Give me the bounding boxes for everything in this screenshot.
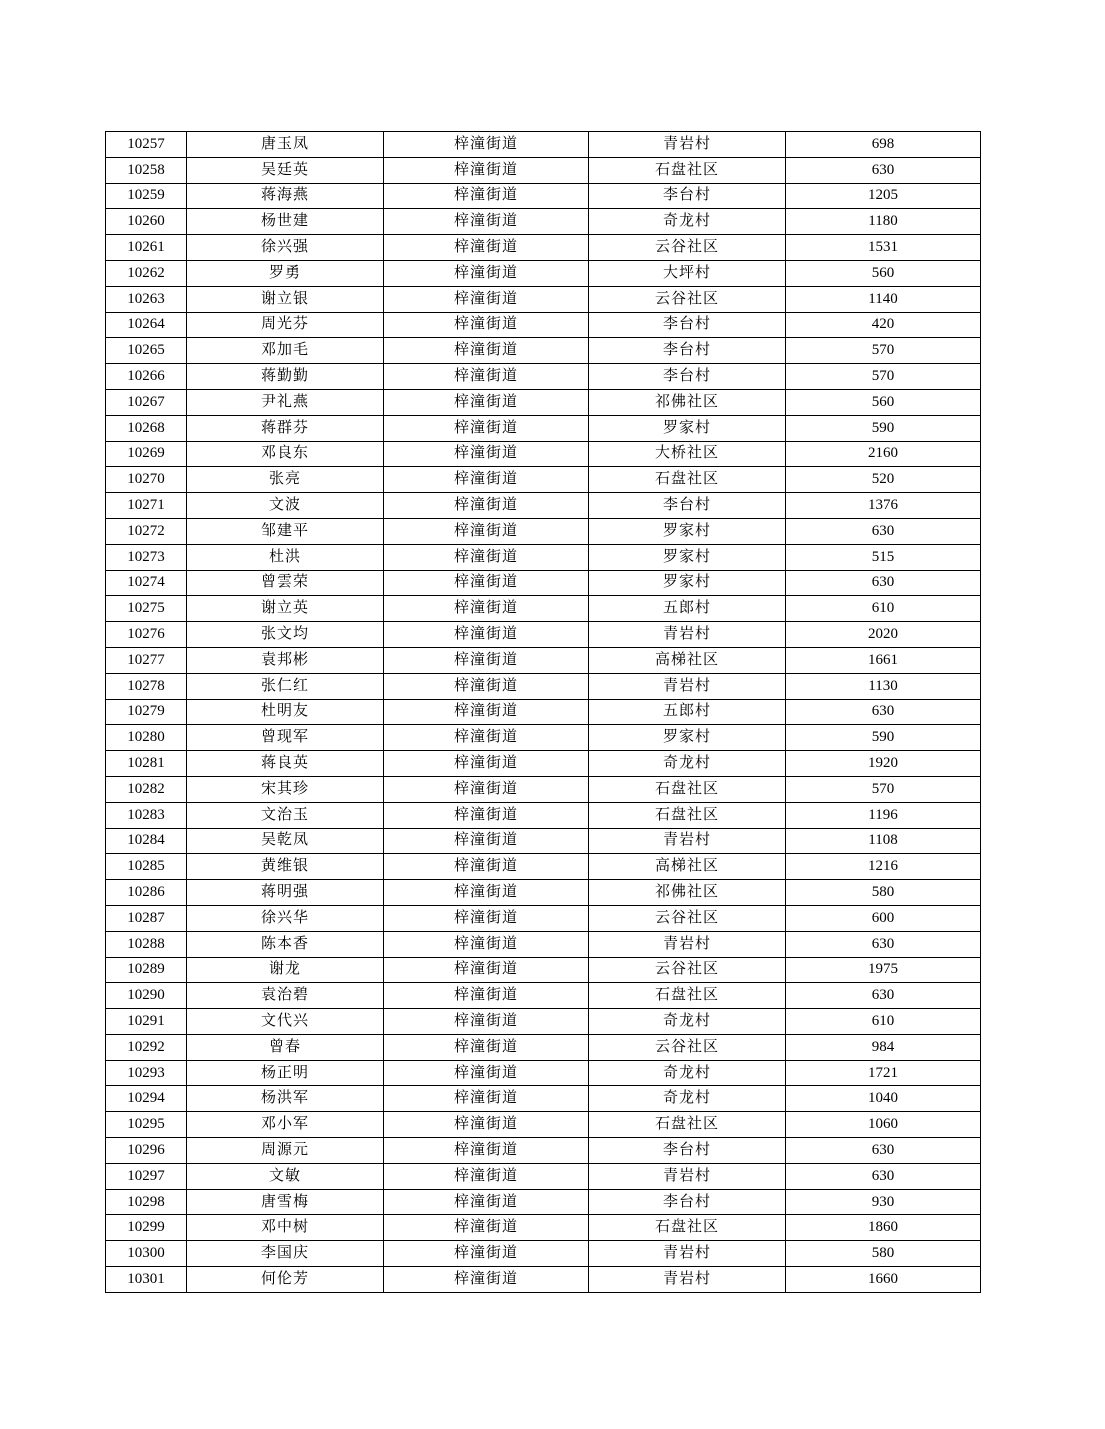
cell-village: 奇龙村 [589, 751, 786, 777]
table-row [106, 1215, 981, 1241]
cell-street: 梓潼街道 [384, 183, 589, 209]
cell-street: 梓潼街道 [384, 1241, 589, 1267]
cell-street: 梓潼街道 [384, 1189, 589, 1215]
cell-amount: 630 [786, 157, 981, 183]
cell-street: 梓潼街道 [384, 957, 589, 983]
cell-village: 奇龙村 [589, 1060, 786, 1086]
cell-id: 10292 [106, 1034, 187, 1060]
cell-name: 尹礼燕 [187, 389, 384, 415]
cell-village: 石盘社区 [589, 802, 786, 828]
cell-name: 唐玉凤 [187, 132, 384, 158]
cell-name: 杨正明 [187, 1060, 384, 1086]
cell-amount: 560 [786, 389, 981, 415]
cell-street: 梓潼街道 [384, 1138, 589, 1164]
cell-id: 10279 [106, 699, 187, 725]
cell-name: 蒋海燕 [187, 183, 384, 209]
cell-amount: 1205 [786, 183, 981, 209]
cell-id: 10263 [106, 286, 187, 312]
cell-village: 大坪村 [589, 260, 786, 286]
cell-amount: 1108 [786, 828, 981, 854]
table-row [106, 1060, 981, 1086]
cell-amount: 1196 [786, 802, 981, 828]
cell-village: 奇龙村 [589, 1009, 786, 1035]
cell-street: 梓潼街道 [384, 1009, 589, 1035]
table-row [106, 286, 981, 312]
cell-id: 10295 [106, 1112, 187, 1138]
cell-id: 10277 [106, 647, 187, 673]
cell-street: 梓潼街道 [384, 880, 589, 906]
cell-street: 梓潼街道 [384, 389, 589, 415]
cell-village: 青岩村 [589, 1163, 786, 1189]
cell-id: 10294 [106, 1086, 187, 1112]
cell-amount: 610 [786, 596, 981, 622]
cell-amount: 570 [786, 338, 981, 364]
cell-village: 罗家村 [589, 415, 786, 441]
cell-name: 袁治碧 [187, 983, 384, 1009]
cell-amount: 2160 [786, 441, 981, 467]
cell-village: 高梯社区 [589, 647, 786, 673]
cell-name: 杨世建 [187, 209, 384, 235]
cell-name: 曾雲荣 [187, 570, 384, 596]
table-row [106, 312, 981, 338]
cell-name: 邓良东 [187, 441, 384, 467]
table-row [106, 957, 981, 983]
table-row [106, 776, 981, 802]
cell-name: 邹建平 [187, 518, 384, 544]
cell-amount: 1721 [786, 1060, 981, 1086]
cell-street: 梓潼街道 [384, 854, 589, 880]
cell-id: 10296 [106, 1138, 187, 1164]
cell-name: 黄维银 [187, 854, 384, 880]
cell-id: 10269 [106, 441, 187, 467]
cell-amount: 590 [786, 725, 981, 751]
cell-id: 10272 [106, 518, 187, 544]
cell-village: 五郎村 [589, 699, 786, 725]
cell-amount: 1040 [786, 1086, 981, 1112]
cell-amount: 1060 [786, 1112, 981, 1138]
cell-street: 梓潼街道 [384, 905, 589, 931]
cell-name: 吴廷英 [187, 157, 384, 183]
cell-amount: 1376 [786, 493, 981, 519]
cell-street: 梓潼街道 [384, 1086, 589, 1112]
cell-amount: 1180 [786, 209, 981, 235]
cell-amount: 1130 [786, 673, 981, 699]
cell-id: 10283 [106, 802, 187, 828]
table-row [106, 338, 981, 364]
table-row [106, 132, 981, 158]
table-row [106, 364, 981, 390]
cell-village: 李台村 [589, 493, 786, 519]
cell-name: 邓中树 [187, 1215, 384, 1241]
cell-street: 梓潼街道 [384, 673, 589, 699]
cell-amount: 1660 [786, 1267, 981, 1293]
cell-name: 蒋群芬 [187, 415, 384, 441]
cell-id: 10257 [106, 132, 187, 158]
cell-village: 李台村 [589, 183, 786, 209]
cell-name: 吴乾凤 [187, 828, 384, 854]
table-row [106, 1267, 981, 1293]
cell-village: 罗家村 [589, 570, 786, 596]
table-body [106, 132, 981, 1293]
cell-village: 石盘社区 [589, 157, 786, 183]
cell-village: 青岩村 [589, 931, 786, 957]
cell-street: 梓潼街道 [384, 415, 589, 441]
cell-street: 梓潼街道 [384, 132, 589, 158]
cell-name: 文波 [187, 493, 384, 519]
table-row [106, 802, 981, 828]
cell-amount: 630 [786, 570, 981, 596]
table-row [106, 441, 981, 467]
cell-name: 谢立英 [187, 596, 384, 622]
table-row [106, 260, 981, 286]
cell-village: 李台村 [589, 1189, 786, 1215]
cell-street: 梓潼街道 [384, 1060, 589, 1086]
cell-amount: 600 [786, 905, 981, 931]
cell-street: 梓潼街道 [384, 647, 589, 673]
cell-street: 梓潼街道 [384, 596, 589, 622]
table-row [106, 544, 981, 570]
cell-id: 10265 [106, 338, 187, 364]
cell-name: 邓小军 [187, 1112, 384, 1138]
cell-street: 梓潼街道 [384, 725, 589, 751]
cell-village: 高梯社区 [589, 854, 786, 880]
cell-street: 梓潼街道 [384, 802, 589, 828]
cell-village: 青岩村 [589, 132, 786, 158]
table-row [106, 389, 981, 415]
cell-id: 10290 [106, 983, 187, 1009]
cell-village: 祁佛社区 [589, 880, 786, 906]
cell-village: 石盘社区 [589, 1215, 786, 1241]
cell-amount: 590 [786, 415, 981, 441]
cell-name: 罗勇 [187, 260, 384, 286]
cell-street: 梓潼街道 [384, 518, 589, 544]
cell-street: 梓潼街道 [384, 622, 589, 648]
cell-street: 梓潼街道 [384, 570, 589, 596]
cell-name: 何伦芳 [187, 1267, 384, 1293]
cell-street: 梓潼街道 [384, 931, 589, 957]
cell-amount: 630 [786, 1163, 981, 1189]
cell-street: 梓潼街道 [384, 312, 589, 338]
cell-id: 10282 [106, 776, 187, 802]
table-row [106, 493, 981, 519]
cell-village: 青岩村 [589, 1267, 786, 1293]
cell-street: 梓潼街道 [384, 1112, 589, 1138]
cell-street: 梓潼街道 [384, 776, 589, 802]
cell-id: 10288 [106, 931, 187, 957]
cell-id: 10289 [106, 957, 187, 983]
table-row [106, 880, 981, 906]
cell-amount: 984 [786, 1034, 981, 1060]
cell-village: 李台村 [589, 338, 786, 364]
table-row [106, 622, 981, 648]
cell-village: 石盘社区 [589, 776, 786, 802]
cell-name: 徐兴华 [187, 905, 384, 931]
cell-amount: 1531 [786, 235, 981, 261]
cell-id: 10262 [106, 260, 187, 286]
cell-street: 梓潼街道 [384, 1215, 589, 1241]
cell-name: 文代兴 [187, 1009, 384, 1035]
cell-amount: 570 [786, 364, 981, 390]
cell-street: 梓潼街道 [384, 441, 589, 467]
cell-street: 梓潼街道 [384, 983, 589, 1009]
cell-id: 10285 [106, 854, 187, 880]
cell-amount: 630 [786, 983, 981, 1009]
cell-amount: 698 [786, 132, 981, 158]
cell-name: 杜洪 [187, 544, 384, 570]
table-row [106, 518, 981, 544]
cell-village: 石盘社区 [589, 467, 786, 493]
cell-village: 云谷社区 [589, 905, 786, 931]
cell-id: 10270 [106, 467, 187, 493]
cell-name: 邓加毛 [187, 338, 384, 364]
table-row [106, 209, 981, 235]
cell-id: 10278 [106, 673, 187, 699]
cell-amount: 630 [786, 1138, 981, 1164]
cell-name: 袁邦彬 [187, 647, 384, 673]
cell-village: 云谷社区 [589, 235, 786, 261]
cell-amount: 630 [786, 931, 981, 957]
table-row [106, 751, 981, 777]
table-row [106, 828, 981, 854]
cell-village: 罗家村 [589, 725, 786, 751]
cell-id: 10298 [106, 1189, 187, 1215]
cell-village: 奇龙村 [589, 1086, 786, 1112]
table-row [106, 596, 981, 622]
table-row [106, 673, 981, 699]
cell-id: 10297 [106, 1163, 187, 1189]
cell-village: 石盘社区 [589, 983, 786, 1009]
table-row [106, 157, 981, 183]
cell-amount: 580 [786, 880, 981, 906]
cell-village: 云谷社区 [589, 1034, 786, 1060]
cell-id: 10291 [106, 1009, 187, 1035]
table-row [106, 1163, 981, 1189]
table-row [106, 570, 981, 596]
cell-amount: 1661 [786, 647, 981, 673]
cell-name: 宋其珍 [187, 776, 384, 802]
cell-village: 青岩村 [589, 622, 786, 648]
cell-village: 大桥社区 [589, 441, 786, 467]
cell-id: 10261 [106, 235, 187, 261]
cell-street: 梓潼街道 [384, 1034, 589, 1060]
cell-amount: 1860 [786, 1215, 981, 1241]
cell-id: 10276 [106, 622, 187, 648]
cell-street: 梓潼街道 [384, 338, 589, 364]
cell-village: 罗家村 [589, 518, 786, 544]
cell-id: 10260 [106, 209, 187, 235]
cell-id: 10286 [106, 880, 187, 906]
cell-name: 谢立银 [187, 286, 384, 312]
cell-street: 梓潼街道 [384, 364, 589, 390]
cell-village: 罗家村 [589, 544, 786, 570]
cell-amount: 1920 [786, 751, 981, 777]
table-row [106, 1189, 981, 1215]
cell-amount: 570 [786, 776, 981, 802]
roster-table [105, 131, 981, 1293]
table-row [106, 1241, 981, 1267]
table-row [106, 467, 981, 493]
cell-amount: 520 [786, 467, 981, 493]
cell-village: 石盘社区 [589, 1112, 786, 1138]
cell-name: 曾现军 [187, 725, 384, 751]
cell-village: 李台村 [589, 312, 786, 338]
cell-village: 五郎村 [589, 596, 786, 622]
cell-village: 青岩村 [589, 828, 786, 854]
cell-amount: 930 [786, 1189, 981, 1215]
cell-amount: 515 [786, 544, 981, 570]
cell-street: 梓潼街道 [384, 544, 589, 570]
cell-amount: 420 [786, 312, 981, 338]
cell-village: 云谷社区 [589, 286, 786, 312]
cell-street: 梓潼街道 [384, 699, 589, 725]
cell-id: 10281 [106, 751, 187, 777]
cell-name: 张亮 [187, 467, 384, 493]
cell-name: 曾春 [187, 1034, 384, 1060]
cell-amount: 610 [786, 1009, 981, 1035]
table-row [106, 931, 981, 957]
cell-name: 周光芬 [187, 312, 384, 338]
cell-name: 杜明友 [187, 699, 384, 725]
cell-village: 青岩村 [589, 673, 786, 699]
cell-village: 奇龙村 [589, 209, 786, 235]
cell-id: 10284 [106, 828, 187, 854]
cell-street: 梓潼街道 [384, 235, 589, 261]
cell-street: 梓潼街道 [384, 209, 589, 235]
table-row [106, 1112, 981, 1138]
cell-village: 李台村 [589, 1138, 786, 1164]
table-row [106, 1086, 981, 1112]
cell-street: 梓潼街道 [384, 1267, 589, 1293]
cell-id: 10273 [106, 544, 187, 570]
cell-id: 10299 [106, 1215, 187, 1241]
cell-name: 徐兴强 [187, 235, 384, 261]
cell-amount: 1975 [786, 957, 981, 983]
cell-street: 梓潼街道 [384, 1163, 589, 1189]
table-row [106, 1138, 981, 1164]
cell-name: 张文均 [187, 622, 384, 648]
cell-id: 10275 [106, 596, 187, 622]
table-row [106, 647, 981, 673]
cell-id: 10259 [106, 183, 187, 209]
cell-name: 文治玉 [187, 802, 384, 828]
table-row [106, 235, 981, 261]
cell-name: 李国庆 [187, 1241, 384, 1267]
cell-id: 10300 [106, 1241, 187, 1267]
cell-street: 梓潼街道 [384, 751, 589, 777]
table-row [106, 1009, 981, 1035]
cell-amount: 1216 [786, 854, 981, 880]
table-row [106, 183, 981, 209]
table-row [106, 1034, 981, 1060]
cell-name: 周源元 [187, 1138, 384, 1164]
cell-id: 10267 [106, 389, 187, 415]
cell-amount: 580 [786, 1241, 981, 1267]
table-row [106, 699, 981, 725]
cell-street: 梓潼街道 [384, 828, 589, 854]
cell-id: 10258 [106, 157, 187, 183]
cell-village: 李台村 [589, 364, 786, 390]
cell-id: 10293 [106, 1060, 187, 1086]
table-row [106, 725, 981, 751]
cell-street: 梓潼街道 [384, 260, 589, 286]
cell-name: 陈本香 [187, 931, 384, 957]
cell-id: 10301 [106, 1267, 187, 1293]
cell-village: 青岩村 [589, 1241, 786, 1267]
cell-amount: 2020 [786, 622, 981, 648]
table-row [106, 854, 981, 880]
cell-id: 10274 [106, 570, 187, 596]
cell-name: 张仁红 [187, 673, 384, 699]
cell-street: 梓潼街道 [384, 467, 589, 493]
cell-amount: 560 [786, 260, 981, 286]
cell-name: 蒋勤勤 [187, 364, 384, 390]
cell-street: 梓潼街道 [384, 157, 589, 183]
table-row [106, 983, 981, 1009]
cell-name: 蒋明强 [187, 880, 384, 906]
cell-id: 10287 [106, 905, 187, 931]
cell-street: 梓潼街道 [384, 493, 589, 519]
cell-village: 祁佛社区 [589, 389, 786, 415]
cell-id: 10271 [106, 493, 187, 519]
cell-amount: 1140 [786, 286, 981, 312]
cell-village: 云谷社区 [589, 957, 786, 983]
cell-id: 10268 [106, 415, 187, 441]
cell-name: 蒋良英 [187, 751, 384, 777]
cell-id: 10280 [106, 725, 187, 751]
cell-name: 谢龙 [187, 957, 384, 983]
cell-id: 10266 [106, 364, 187, 390]
cell-street: 梓潼街道 [384, 286, 589, 312]
cell-amount: 630 [786, 518, 981, 544]
cell-name: 文敏 [187, 1163, 384, 1189]
table-row [106, 415, 981, 441]
cell-id: 10264 [106, 312, 187, 338]
table-row [106, 905, 981, 931]
cell-name: 唐雪梅 [187, 1189, 384, 1215]
cell-amount: 630 [786, 699, 981, 725]
cell-name: 杨洪军 [187, 1086, 384, 1112]
